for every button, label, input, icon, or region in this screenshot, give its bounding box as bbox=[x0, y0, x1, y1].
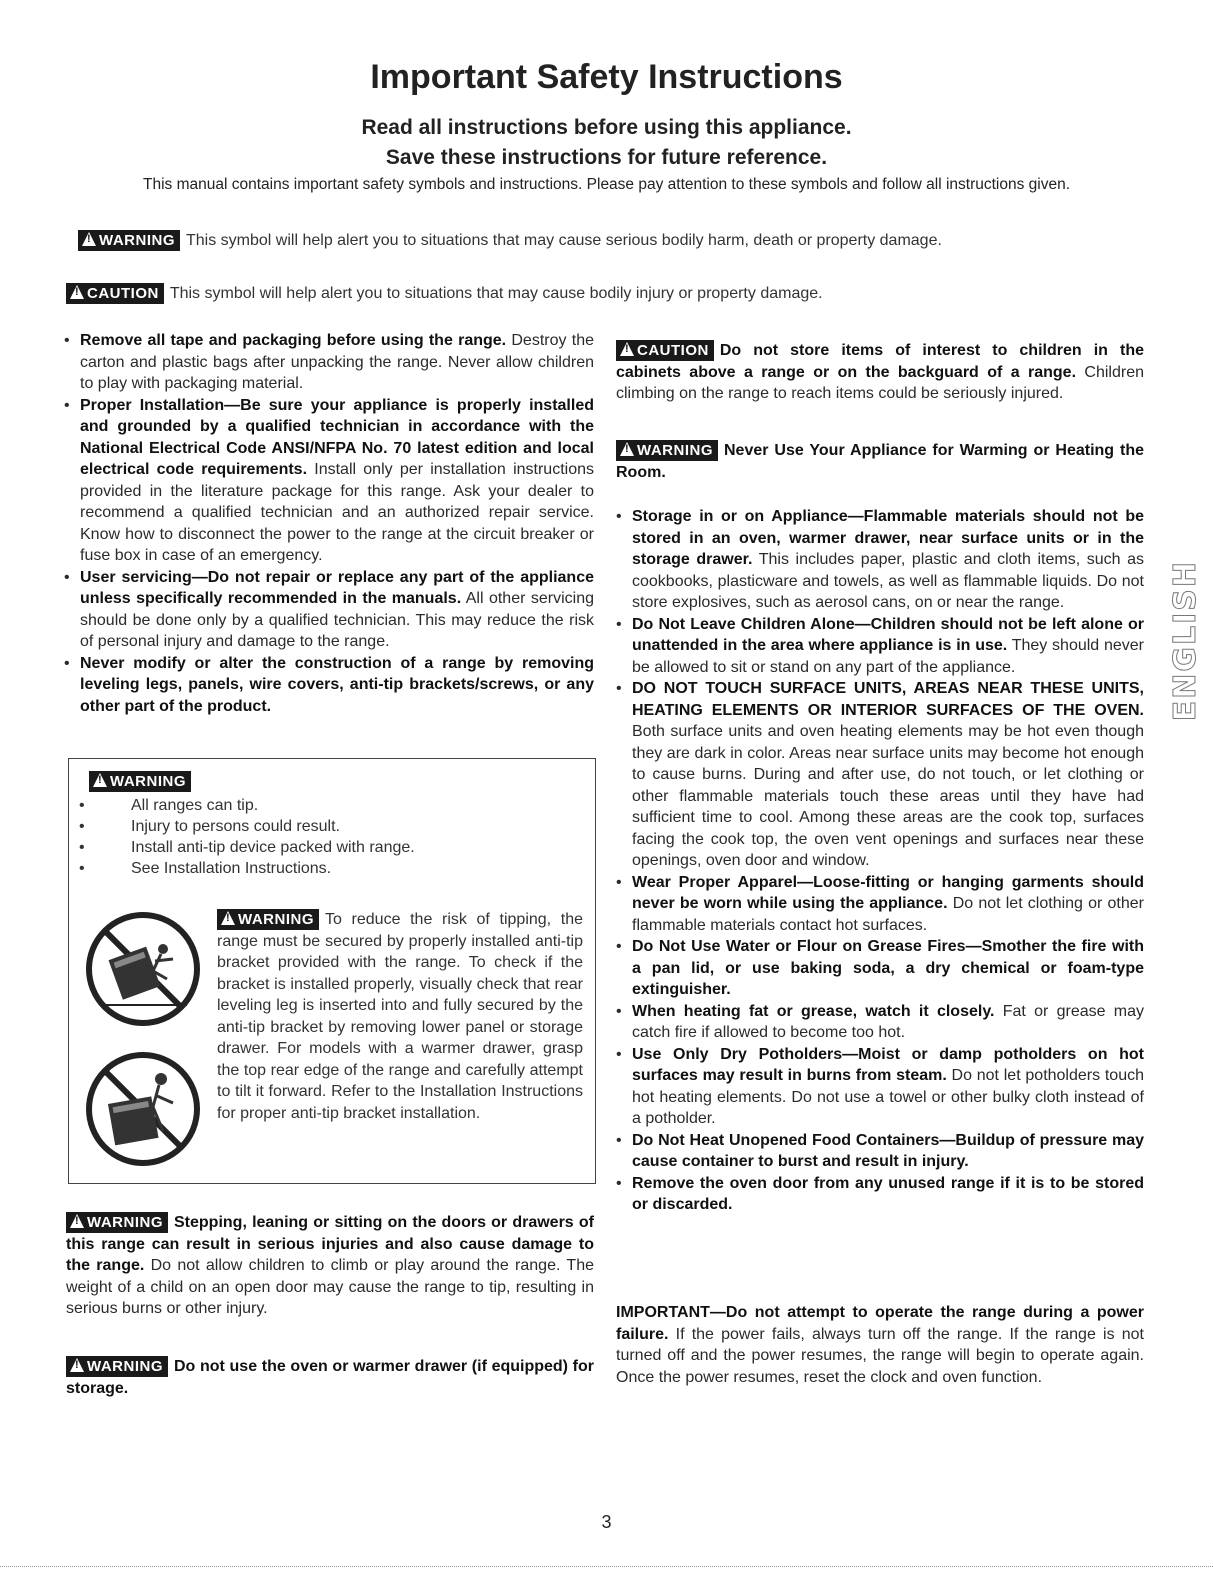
caution-triangle-icon: ! bbox=[620, 342, 634, 356]
warning-symbol-text: This symbol will help alert you to situations that may cause serious bodily harm, death or property damage. bbox=[186, 232, 942, 249]
caution-triangle-icon: ! bbox=[70, 285, 84, 299]
bottom-divider bbox=[0, 1566, 1213, 1567]
warning-symbol-line bbox=[78, 230, 1138, 251]
warning-badge: ! WARNING bbox=[616, 440, 718, 461]
warning-triangle-icon: ! bbox=[70, 1214, 84, 1228]
list-item: • Do Not Use Water or Flour on Grease Fires—Smother the fire with a pan lid, or use baking soda, a dry chemical or foam-type extinguisher. bbox=[616, 938, 1144, 998]
list-item: • Remove all tape and packaging before using the range. Destroy the carton and plastic bags after unpacking the range. Never allow children to play with packaging material. bbox=[64, 332, 594, 392]
page-title: Important Safety Instructions bbox=[370, 58, 843, 96]
list-item: • Do Not Heat Unopened Food Containers—Buildup of pressure may cause container to burst and result in injury. bbox=[616, 1131, 1144, 1170]
warning-badge: ! WARNING bbox=[66, 1212, 168, 1233]
warning-triangle-icon: ! bbox=[70, 1358, 84, 1372]
warning-badge: ! WARNING bbox=[89, 771, 191, 792]
caution-badge: ! CAUTION bbox=[616, 340, 714, 361]
anti-tip-warning-box bbox=[68, 758, 596, 1184]
list-item: • Install anti-tip device packed with range. bbox=[79, 839, 415, 856]
right-bullets bbox=[616, 506, 1144, 1216]
list-item: • All ranges can tip. bbox=[79, 797, 259, 814]
warning-triangle-icon: ! bbox=[221, 911, 235, 925]
storage-warning: ! WARNING Do not use the oven or warmer drawer (if equipped) for storage. bbox=[66, 1358, 594, 1397]
warning-badge: ! WARNING bbox=[66, 1356, 168, 1377]
warning-triangle-icon: ! bbox=[620, 442, 634, 456]
children-caution: ! CAUTION Do not store items of interest to children in the cabinets above a range or on the backguard of a range. Children climbing on the range to reach items could be seriously injured. bbox=[616, 342, 1144, 402]
list-item: • Proper Installation—Be sure your appliance is properly installed and grounded by a qualified technician in accordance with the National Electrical Code ANSI/NFPA No. 70 latest edition and local electrical code requirements. Install only per installation instructions provided in the literature package for this range. Ask your dealer to recommend a qualified technician and an authorized repair service. Know how to disconnect the power to the range at the circuit breaker or fuse box in case of an emergency. bbox=[64, 396, 594, 564]
list-item: • DO NOT TOUCH SURFACE UNITS, AREAS NEAR THESE UNITS, HEATING ELEMENTS OR INTERIOR SURFACES OF THE OVEN. Both surface units and oven heating elements may be hot even though they are dark in color. Areas near surface units may become hot enough to cause burns. During and after use, do not touch, or let clothing or other flammable materials touch these areas until they have had sufficient time to cool. Among these areas are the cook top, surfaces facing the cook top, the oven vent openings and surfaces near these openings, oven door and window. bbox=[616, 680, 1144, 869]
list-item: • User servicing—Do not repair or replace any part of the appliance unless specifically recommended in the manuals. All other servicing should be done only by a qualified technician. This may reduce the risk of personal injury and damage to the range. bbox=[64, 568, 594, 650]
child-on-door-illustration bbox=[83, 1049, 203, 1169]
language-side-label: ENGLISH bbox=[1168, 560, 1203, 722]
warning-triangle-icon: ! bbox=[82, 232, 96, 246]
page-number: 3 bbox=[601, 1512, 612, 1532]
caution-symbol-text: This symbol will help alert you to situations that may cause bodily injury or property damage. bbox=[169, 285, 823, 302]
warning-badge: ! WARNING bbox=[217, 909, 319, 930]
list-item: • Wear Proper Apparel—Loose-fitting or hanging garments should never be worn while using the appliance. Do not let clothing or other flammable materials contact hot surfaces. bbox=[616, 873, 1144, 934]
list-item: • See Installation Instructions. bbox=[79, 860, 332, 877]
intro-text: This manual contains important safety symbols and instructions. Please pay attention to these symbols and follow all instructions given. bbox=[142, 176, 1071, 193]
warning-triangle-icon: ! bbox=[93, 773, 107, 787]
list-item: • Do Not Leave Children Alone—Children should not be left alone or unattended in the area where appliance is in use. They should never be allowed to sit or stand on any part of the appliance. bbox=[616, 615, 1145, 676]
stepping-warning: ! WARNING Stepping, leaning or sitting on the doors or drawers of this range can result in serious injuries and also cause damage to the range. Do not allow children to climb or play around the range. The weight of a child on an open door may cause the range to tip, resulting in serious burns or other injury. bbox=[66, 1214, 594, 1317]
list-item: • Use Only Dry Potholders—Moist or damp potholders on hot surfaces may result in burns from steam. Do not let potholders touch hot heating elements. Do not use a towel or other bulky cloth instead of a potholder. bbox=[616, 1045, 1144, 1127]
caution-symbol-line bbox=[66, 283, 1126, 304]
left-column bbox=[64, 330, 594, 717]
subtitle-read: Read all instructions before using this appliance. bbox=[361, 116, 852, 139]
anti-tip-instructions: ! WARNING To reduce the risk of tipping, the range must be secured by properly installed anti-tip bracket provided with the range. To check if the bracket is installed properly, visually check that rear leveling leg is inserted into and fully secured by the anti-tip bracket by removing lower panel or storage drawer. For models with a warmer drawer, grasp the top rear edge of the range and carefully attempt to tilt it forward. Refer to the Installation Instructions for proper anti-tip bracket installation. bbox=[217, 911, 583, 1122]
range-tipping-illustration bbox=[83, 909, 203, 1029]
caution-badge: ! CAUTION bbox=[66, 283, 164, 304]
list-item: • Storage in or on Appliance—Flammable materials should not be stored in an oven, warmer drawer, near surface units or in the storage drawer. This includes paper, plastic and cloth items, such as cookbooks, plasticware and towels, as well as flammable liquids. Do not store explosives, such as aerosol cans, on or near the range. bbox=[616, 508, 1145, 611]
warming-warning: ! WARNING Never Use Your Appliance for Warming or Heating the Room. bbox=[616, 442, 1144, 481]
list-item: • Injury to persons could result. bbox=[79, 818, 340, 835]
list-item: • Remove the oven door from any unused range if it is to be stored or discarded. bbox=[616, 1174, 1144, 1213]
subtitle-save: Save these instructions for future reference. bbox=[385, 146, 828, 169]
list-item: • Never modify or alter the construction of a range by removing leveling legs, panels, wire covers, anti-tip brackets/screws, or any other part of the product. bbox=[64, 654, 594, 715]
important-power-failure: IMPORTANT—Do not attempt to operate the range during a power failure. If the power fails, always turn off the range. If the range is not turned off and the power resumes, the range will begin to operate again. Once the power resumes, reset the clock and oven function. bbox=[616, 1304, 1144, 1386]
list-item: • When heating fat or grease, watch it closely. Fat or grease may catch fire if allowed to become too hot. bbox=[616, 1002, 1144, 1041]
warning-badge: ! WARNING bbox=[78, 230, 180, 251]
